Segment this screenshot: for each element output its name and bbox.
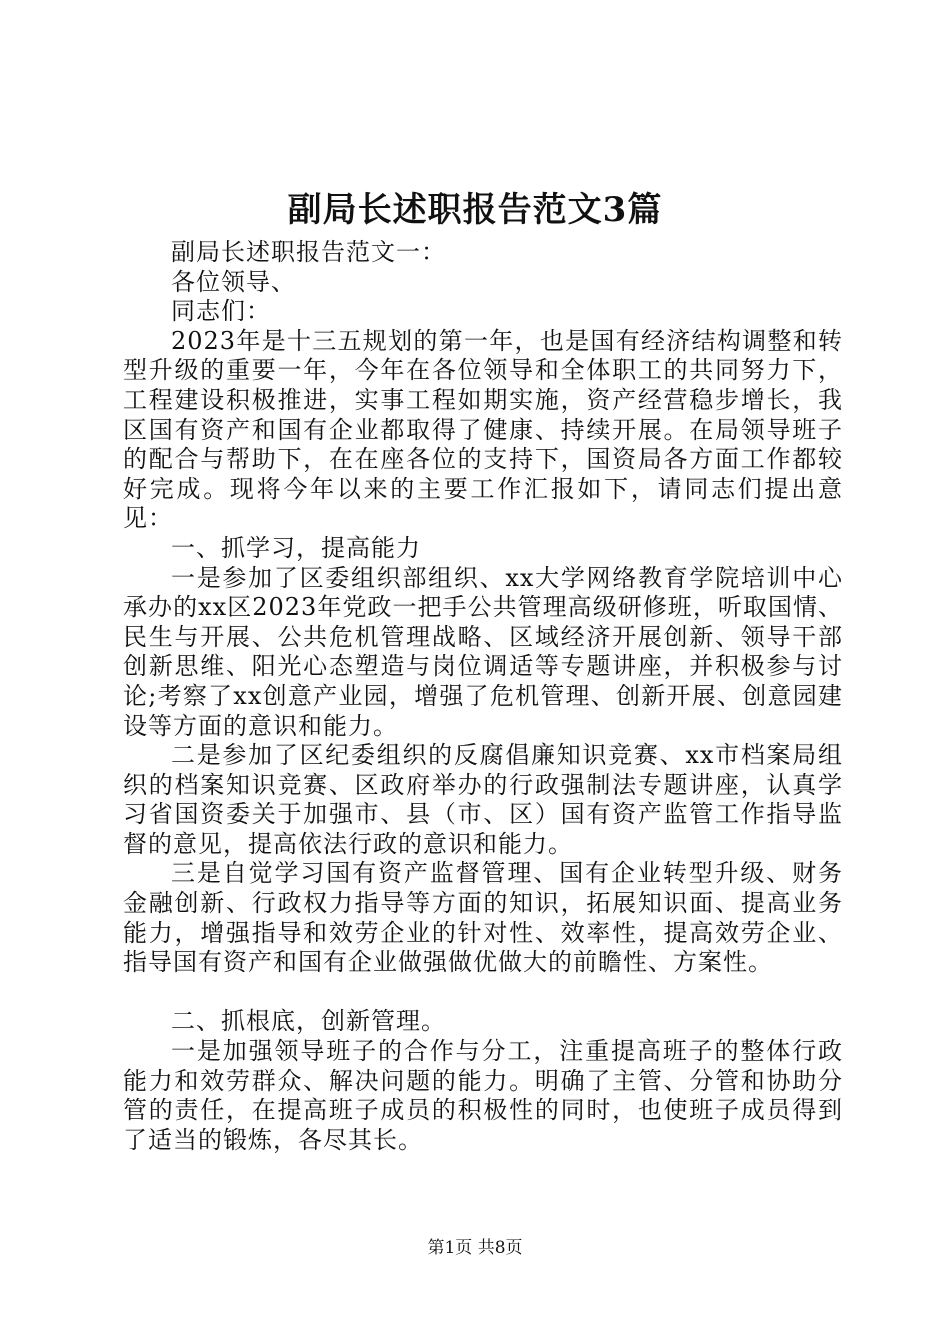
document-body [123, 238, 843, 1155]
section-heading-management: 二、抓根底，创新管理。 [171, 1007, 446, 1036]
paragraph-management-one: 一是加强领导班子的合作与分工，注重提高班子的整体行政能力和效劳群众、解决问题的能力。明确了主管、分管和协助分管的责任，在提高班子成员的积极性的同时，也使班子成员得到了适当的锻炼，各尽其长。 [123, 1037, 843, 1154]
paragraph-study-three: 三是自觉学习国有资产监督管理、国有企业转型升级、财务金融创新、行政权力指导等方面的知识，拓展知识面、提高业务能力，增强指导和效劳企业的针对性、效率性，提高效劳企业、指导国有资产和国有企业做强做优做大的前瞻性、方案性。 [123, 859, 843, 977]
paragraph-salutation-comrades: 同志们： [171, 297, 271, 326]
page-number-footer: 第1页 共8页 [427, 1238, 523, 1258]
paragraph-intro: 2023年是十三五规划的第一年，也是国有经济结构调整和转型升级的重要一年，今年在各位领导和全体职工的共同努力下，工程建设积极推进，实事工程如期实施，资产经营稳步增长，我区国有资产和国有企业都取得了健康、持续开展。在局领导班子的配合与帮助下，在在座各位的支持下，国资局各方面工作都较好完成。现将今年以来的主要工作汇报如下，请同志们提出意见： [123, 326, 843, 533]
paragraph-study-one: 一是参加了区委组织部组织、xx大学网络教育学院培训中心承办的xx区2023年党政一把手公共管理高级研修班，听取国情、民生与开展、公共危机管理战略、区域经济开展创新、领导干部创新思维、阳光心态塑造与岗位调适等专题讲座，并积极参与讨论;考察了xx创意产业园，增强了危机管理、创新开展、创意园建设等方面的意识和能力。 [123, 563, 843, 740]
section-heading-study: 一、抓学习，提高能力 [171, 533, 421, 562]
paragraph-study-two: 二是参加了区纪委组织的反腐倡廉知识竞赛、xx市档案局组织的档案知识竞赛、区政府举办的行政强制法专题讲座，认真学习省国资委关于加强市、县（市、区）国有资产监管工作指导监督的意见，提高依法行政的意识和能力。 [123, 741, 843, 858]
paragraph-salutation-leaders: 各位领导、 [171, 267, 296, 296]
document-title: 副局长述职报告范文3篇 [287, 190, 663, 230]
paragraph-heading-one: 副局长述职报告范文一： [171, 238, 446, 266]
